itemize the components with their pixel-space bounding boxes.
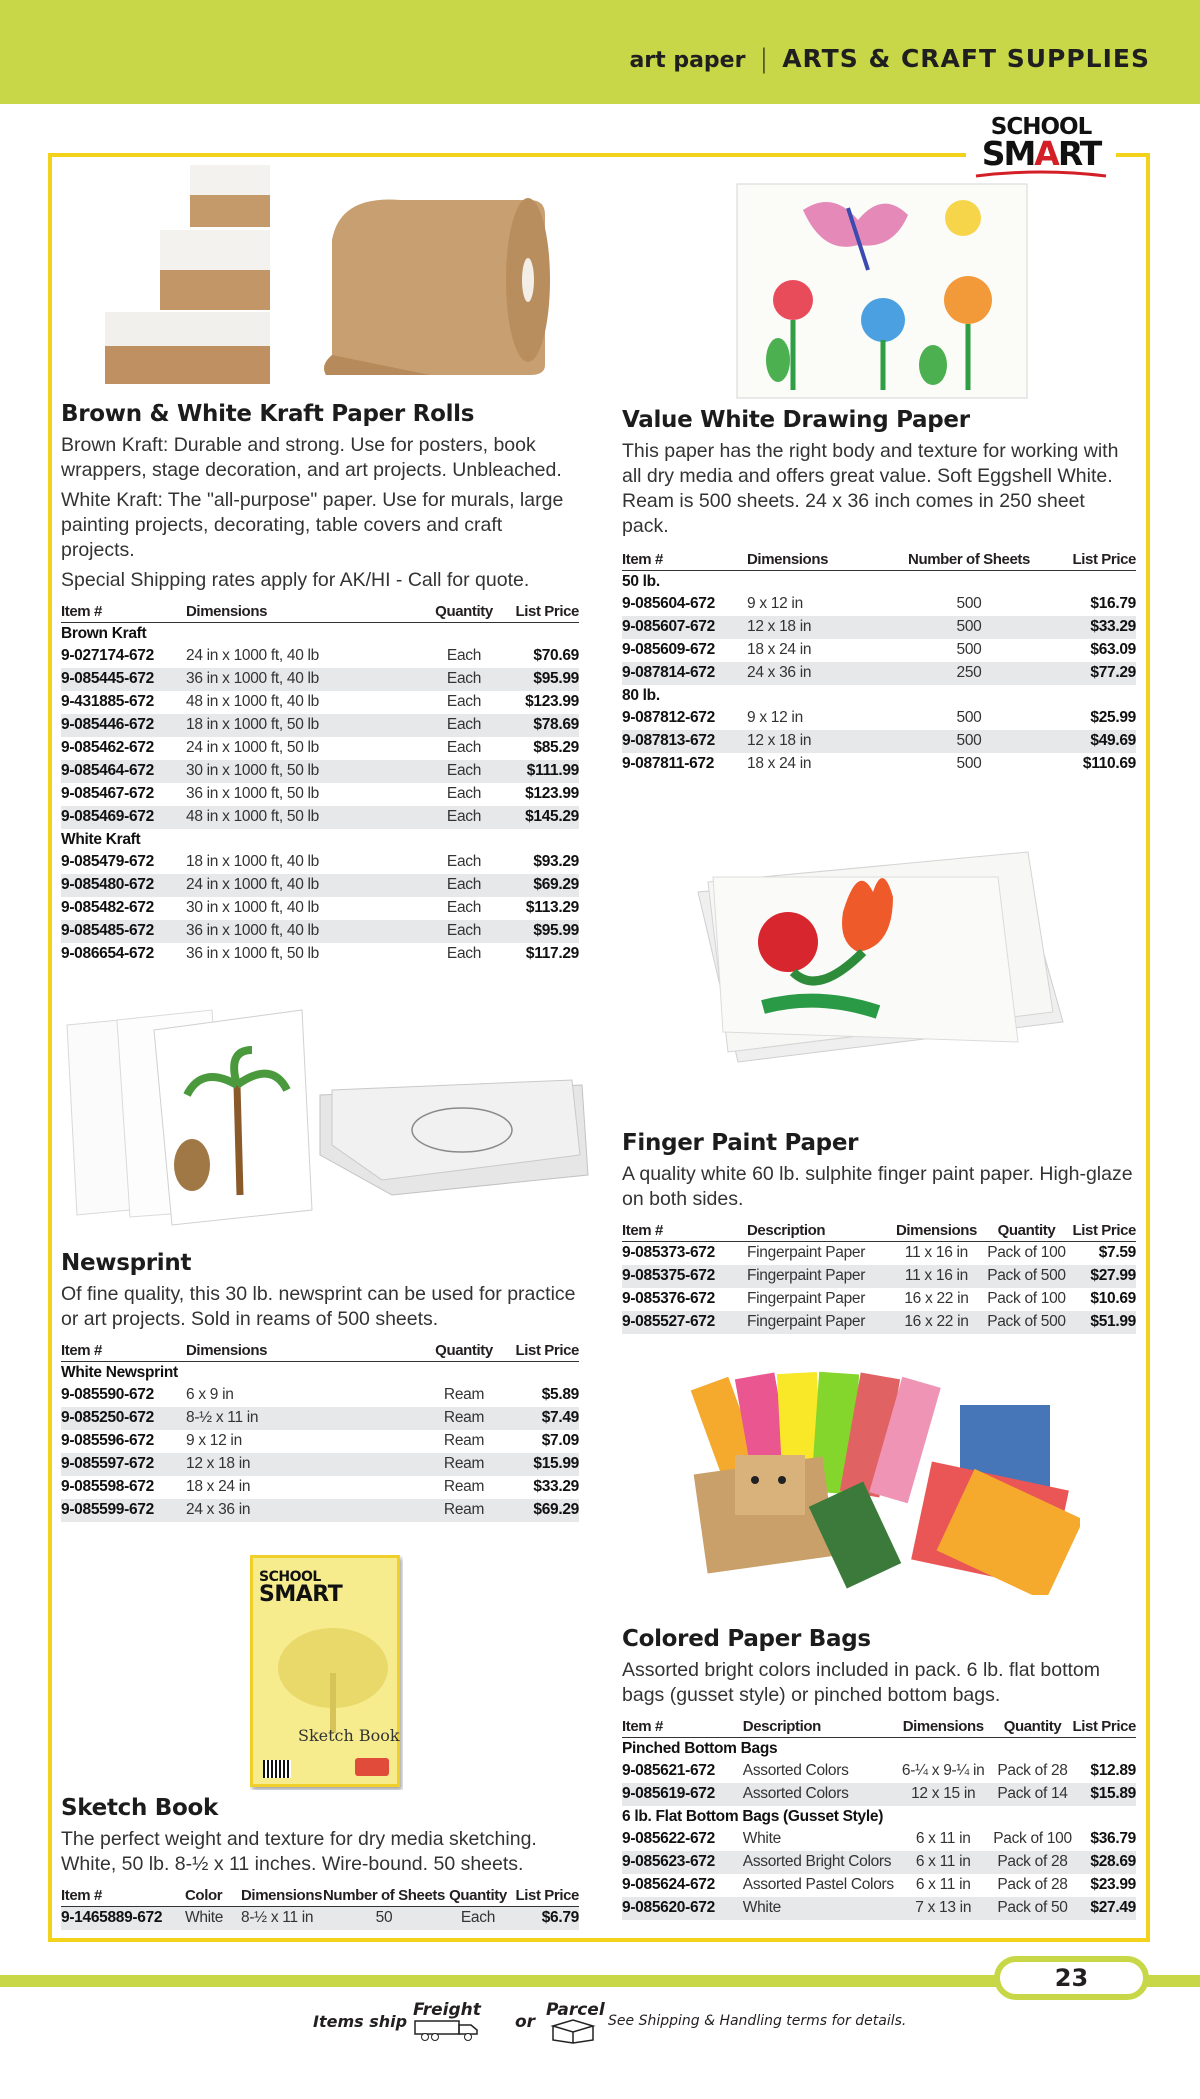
finger-section (622, 1130, 1136, 1334)
table-group-heading: White Newsprint (61, 1363, 178, 1381)
table-row: 9-085599-672 24 x 36 in Ream $69.29 (61, 1499, 579, 1522)
drawing-section (622, 407, 1136, 776)
sketch-desc: The perfect weight and texture for dry media sketching. White, 50 lb. 8-½ x 11 inches. Wire-bound. 50 sheets. (61, 1828, 537, 1875)
sketch-cover-label: Sketch Book (298, 1726, 400, 1745)
table-row: 9-085620-672 White 7 x 13 in Pack of 50 $27.49 (622, 1897, 1136, 1920)
parcel-box-icon (549, 2018, 597, 2044)
table-row: 9-085464-672 30 in x 1000 ft, 50 lb Each $111.99 (61, 760, 579, 783)
bags-section (622, 1626, 1136, 1920)
page-header (0, 0, 1200, 104)
page-number: 23 (994, 1956, 1149, 2000)
header-separator: | (759, 44, 769, 74)
table-row: 9-087814-672 24 x 36 in 250 $77.29 (622, 662, 1136, 685)
table-row: 9-085446-672 18 in x 1000 ft, 50 lb Each $78.69 (61, 714, 579, 737)
school-smart-logo (966, 116, 1116, 180)
newsprint-table (61, 1342, 579, 1522)
table-group-heading: 80 lb. (622, 686, 660, 704)
table-group-heading: 50 lb. (622, 572, 660, 590)
kraft-section (61, 401, 579, 966)
table-row: 9-087812-672 9 x 12 in 500 $25.99 (622, 709, 1136, 726)
drawing-paper-image (733, 180, 1033, 402)
sketch-title: Sketch Book (61, 1795, 218, 1821)
bags-desc: Assorted bright colors included in pack. 6 lb. flat bottom bags (gusset style) or pinched bottom bags. (622, 1659, 1100, 1706)
table-row: 9-431885-672 48 in x 1000 ft, 40 lb Each $123.99 (61, 693, 579, 710)
sketch-table (61, 1887, 579, 1930)
drawing-table-header: Item # Dimensions Number of Sheets List Price (622, 551, 1136, 571)
header-title: ARTS & CRAFT SUPPLIES (782, 44, 1150, 73)
table-row: 9-085462-672 24 in x 1000 ft, 50 lb Each $85.29 (61, 739, 579, 756)
table-row: 9-086654-672 36 in x 1000 ft, 50 lb Each $117.29 (61, 945, 579, 962)
sketch-book-image (250, 1555, 403, 1790)
table-row: 9-085619-672 Assorted Colors 12 x 15 in Pack of 14 $15.89 (622, 1783, 1136, 1806)
kraft-table-header: Item # Dimensions Quantity List Price (61, 603, 579, 623)
table-row: 9-085482-672 30 in x 1000 ft, 40 lb Each $113.29 (61, 899, 579, 916)
table-row: 9-085621-672 Assorted Colors 6-¼ x 9-¼ in Pack of 28 $12.89 (622, 1762, 1136, 1779)
newsprint-title: Newsprint (61, 1250, 192, 1276)
paper-bags-image (660, 1365, 1080, 1595)
finger-table (622, 1222, 1136, 1334)
table-row: 9-085250-672 8-½ x 11 in Ream $7.49 (61, 1407, 579, 1430)
table-row: 9-1465889-672 White 8-½ x 11 in 50 Each $6.79 (61, 1907, 579, 1930)
table-row: 9-085622-672 White 6 x 11 in Pack of 100 $36.79 (622, 1830, 1136, 1847)
table-row: 9-085623-672 Assorted Bright Colors 6 x 11 in Pack of 28 $28.69 (622, 1851, 1136, 1874)
bags-title: Colored Paper Bags (622, 1626, 871, 1652)
newsprint-image (62, 1005, 592, 1230)
kraft-desc3: Special Shipping rates apply for AK/HI - Call for quote. (61, 569, 530, 591)
table-row: 9-085479-672 18 in x 1000 ft, 40 lb Each $93.29 (61, 853, 579, 870)
items-ship-label: Items ship (313, 2012, 408, 2031)
kraft-title: Brown & White Kraft Paper Rolls (61, 401, 475, 427)
table-row: 9-085624-672 Assorted Pastel Colors 6 x 11 in Pack of 28 $23.99 (622, 1876, 1136, 1893)
table-group-heading: Brown Kraft (61, 624, 147, 642)
table-row: 9-085604-672 9 x 12 in 500 $16.79 (622, 595, 1136, 612)
logo-line1: SCHOOL (990, 114, 1092, 140)
newsprint-table-header: Item # Dimensions Quantity List Price (61, 1342, 579, 1362)
logo-swoosh-icon (966, 170, 1116, 180)
table-row: 9-085485-672 36 in x 1000 ft, 40 lb Each $95.99 (61, 920, 579, 943)
table-row: 9-085445-672 36 in x 1000 ft, 40 lb Each $95.99 (61, 668, 579, 691)
drawing-table (622, 551, 1136, 776)
table-row: 9-087811-672 18 x 24 in 500 $110.69 (622, 755, 1136, 772)
kraft-table (61, 603, 579, 966)
table-row: 9-087813-672 12 x 18 in 500 $49.69 (622, 730, 1136, 753)
drawing-desc: This paper has the right body and texture for working with all dry media and offers great value. Soft Eggshell White. Ream is 500 sheets. 24 x 36 inch comes in 250 sheet pack. (622, 440, 1119, 537)
table-row: 9-027174-672 24 in x 1000 ft, 40 lb Each $70.69 (61, 647, 579, 664)
bags-table (622, 1718, 1136, 1920)
finger-title: Finger Paint Paper (622, 1130, 859, 1156)
table-row: 9-085376-672 Fingerpaint Paper 16 x 22 in Pack of 100 $10.69 (622, 1290, 1136, 1307)
table-row: 9-085375-672 Fingerpaint Paper 11 x 16 in Pack of 500 $27.99 (622, 1265, 1136, 1288)
finger-table-header: Item # Description Dimensions Quantity List Price (622, 1222, 1136, 1242)
newsprint-section (61, 1250, 579, 1522)
table-group-heading: White Kraft (61, 830, 141, 848)
parcel-label: Parcel (546, 2000, 605, 2020)
table-row: 9-085373-672 Fingerpaint Paper 11 x 16 in Pack of 100 $7.59 (622, 1244, 1136, 1262)
shipping-terms: See Shipping & Handling terms for details. (608, 2013, 907, 2029)
logo-line2: SMART (981, 134, 1101, 173)
table-row: 9-085590-672 6 x 9 in Ream $5.89 (61, 1386, 579, 1403)
newsprint-desc: Of fine quality, this 30 lb. newsprint can be used for practice or art projects. Sold in reams of 500 sheets. (61, 1283, 576, 1330)
table-row: 9-085597-672 12 x 18 in Ream $15.99 (61, 1453, 579, 1476)
truck-icon (413, 2018, 493, 2042)
table-row: 9-085467-672 36 in x 1000 ft, 50 lb Each $123.99 (61, 785, 579, 802)
kraft-desc2: White Kraft: The "all-purpose" paper. Use for murals, large painting projects, decorating, table covers and craft projects. (61, 489, 564, 561)
table-row: 9-085480-672 24 in x 1000 ft, 40 lb Each $69.29 (61, 874, 579, 897)
table-group-heading: Pinched Bottom Bags (622, 1739, 778, 1757)
sketch-cover-tree-icon (253, 1613, 403, 1733)
kraft-desc1: Brown Kraft: Durable and strong. Use for posters, book wrappers, stage decoration, and art projects. Unbleached. (61, 434, 562, 481)
or-label: or (515, 2012, 536, 2032)
header-subtitle: art paper (629, 48, 746, 73)
header-text (629, 44, 1150, 74)
sketch-cover-brand2: SMART (259, 1582, 343, 1607)
table-row: 9-085607-672 12 x 18 in 500 $33.29 (622, 616, 1136, 639)
table-row: 9-085469-672 48 in x 1000 ft, 50 lb Each $145.29 (61, 806, 579, 829)
sketch-table-header: Item # Color Dimensions Number of Sheets Quantity List Price (61, 1887, 579, 1907)
table-row: 9-085596-672 9 x 12 in Ream $7.09 (61, 1432, 579, 1449)
sketch-section (61, 1795, 579, 1930)
freight-label: Freight (413, 2000, 481, 2020)
table-group-heading: 6 lb. Flat Bottom Bags (Gusset Style) (622, 1807, 884, 1825)
drawing-title: Value White Drawing Paper (622, 407, 970, 433)
finger-paint-image (668, 822, 1068, 1082)
sketch-cover-brand1: SCHOOL (259, 1569, 321, 1585)
kraft-rolls-image (100, 160, 560, 388)
bags-table-header: Item # Description Dimensions Quantity List Price (622, 1718, 1136, 1738)
table-row: 9-085609-672 18 x 24 in 500 $63.09 (622, 641, 1136, 658)
finger-desc: A quality white 60 lb. sulphite finger paint paper. High-glaze on both sides. (622, 1163, 1133, 1210)
table-row: 9-085527-672 Fingerpaint Paper 16 x 22 in Pack of 500 $51.99 (622, 1311, 1136, 1334)
table-row: 9-085598-672 18 x 24 in Ream $33.29 (61, 1478, 579, 1495)
